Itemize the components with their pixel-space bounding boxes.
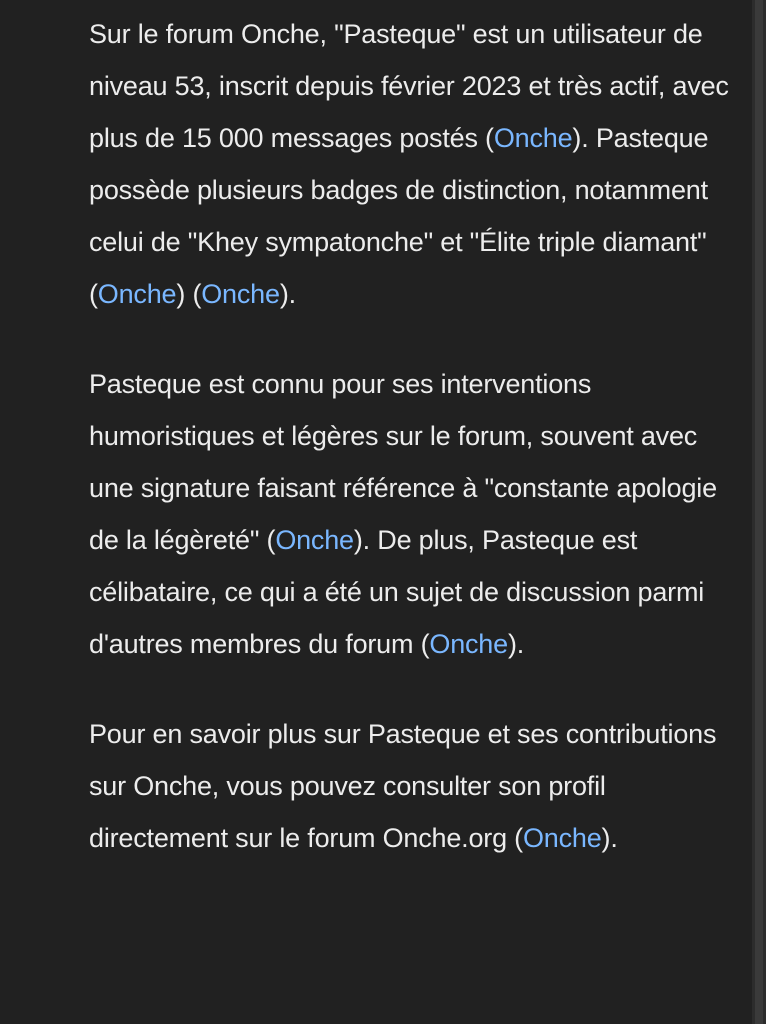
citation-link-onche[interactable]: Onche — [275, 525, 354, 555]
text-segment: ). Pasteque possède plusieurs badges de distinction, notamment celui de "Khey sympatonche" et "Élite triple diamant" ( — [89, 123, 709, 309]
text-segment: Sur le forum Onche, "Pasteque" est un utilisateur de niveau 53, inscrit depuis février 2023 et très actif, avec plus de 15 000 messages postés ( — [89, 19, 729, 153]
paragraph-1 — [89, 8, 739, 320]
citation-link-onche[interactable]: Onche — [97, 279, 177, 309]
scrollbar-thumb[interactable] — [755, 0, 763, 1024]
text-segment: ) ( — [176, 279, 202, 309]
citation-link-onche[interactable]: Onche — [201, 279, 280, 309]
text-segment: ). De plus, Pasteque est célibataire, ce qui a été un sujet de discussion parmi d'autres membres du forum ( — [89, 525, 705, 659]
text-segment: ). — [601, 823, 618, 853]
vertical-scrollbar[interactable] — [752, 0, 766, 1024]
paragraph-3 — [89, 708, 739, 864]
citation-link-onche[interactable]: Onche — [493, 123, 573, 153]
paragraph-2 — [89, 358, 739, 670]
text-segment: Pour en savoir plus sur Pasteque et ses contributions sur Onche, vous pouvez consulter son profil directement sur le forum Onche.org ( — [89, 719, 717, 853]
text-segment: ). — [507, 629, 525, 659]
citation-link-onche[interactable]: Onche — [429, 629, 508, 659]
text-segment: Pasteque est connu pour ses interventions humoristiques et légères sur le forum, souvent avec une signature faisant référence à "constante apologie de la légèreté" ( — [89, 369, 717, 555]
text-segment: ). — [279, 279, 296, 309]
assistant-message — [89, 8, 739, 864]
citation-link-onche[interactable]: Onche — [522, 823, 602, 853]
